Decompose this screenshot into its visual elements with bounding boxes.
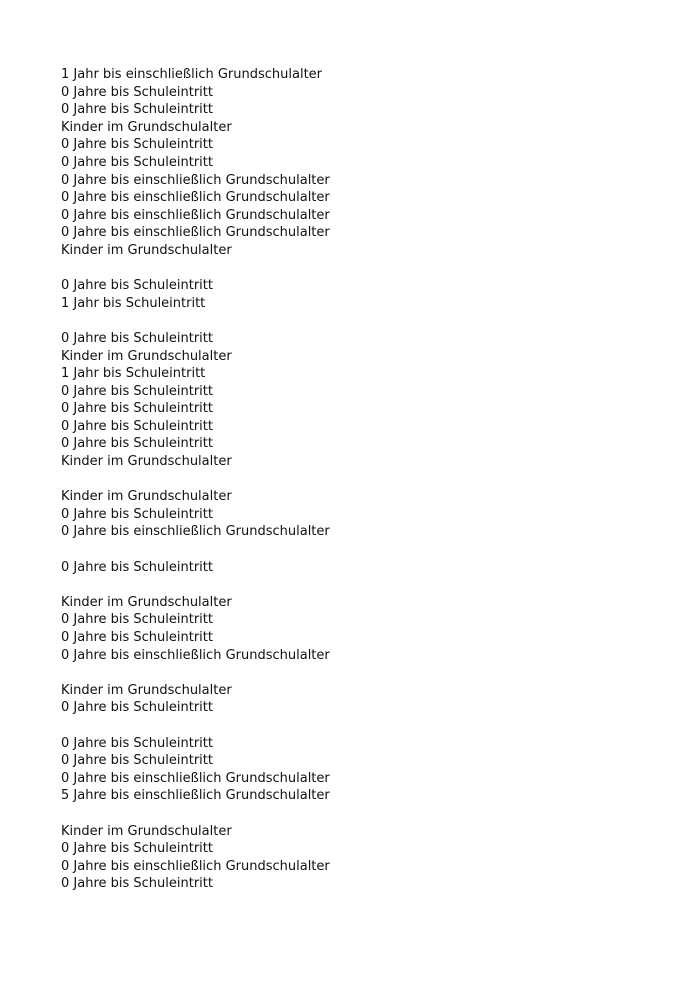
text-line: 0 Jahre bis Schuleintritt [61, 401, 213, 417]
text-block [61, 66, 661, 260]
text-line: 0 Jahre bis einschließlich Grundschulalter [61, 524, 330, 540]
text-line: Kinder im Grundschulalter [61, 454, 232, 470]
text-block [61, 682, 661, 717]
text-line: 0 Jahre bis einschließlich Grundschulalter [61, 190, 330, 206]
text-line: Kinder im Grundschulalter [61, 242, 232, 258]
text-block [61, 330, 661, 471]
text-line: 0 Jahre bis Schuleintritt [61, 102, 213, 118]
text-line: Kinder im Grundschulalter [61, 489, 232, 505]
text-line: 1 Jahr bis einschließlich Grundschulalter [61, 67, 323, 82]
text-line: 0 Jahre bis einschließlich Grundschulalter [61, 172, 330, 188]
text-line: 0 Jahre bis Schuleintritt [61, 137, 213, 153]
text-line: 0 Jahre bis einschließlich Grundschulalter [61, 225, 330, 241]
text-line: 0 Jahre bis Schuleintritt [61, 753, 213, 769]
text-line: 0 Jahre bis Schuleintritt [61, 154, 213, 170]
text-line: 0 Jahre bis Schuleintritt [61, 436, 213, 452]
text-line: Kinder im Grundschulalter [61, 348, 232, 364]
text-line: 0 Jahre bis Schuleintritt [61, 700, 213, 716]
text-line: Kinder im Grundschulalter [61, 823, 232, 839]
text-line: 0 Jahre bis Schuleintritt [61, 630, 213, 645]
text-line: 5 Jahre bis einschließlich Grundschulalter [61, 788, 330, 804]
text-block [61, 594, 661, 664]
text-line: 0 Jahre bis einschließlich Grundschulalter [61, 858, 330, 874]
text-line: Kinder im Grundschulalter [61, 119, 232, 135]
text-line: 0 Jahre bis Schuleintritt [61, 330, 213, 346]
text-line: 1 Jahr bis Schuleintritt [61, 366, 206, 382]
text-block [61, 559, 661, 577]
text-line: Kinder im Grundschulalter [61, 682, 232, 698]
text-line: Kinder im Grundschulalter [61, 594, 232, 610]
text-line: 0 Jahre bis Schuleintritt [61, 383, 213, 399]
text-line: 0 Jahre bis einschließlich Grundschulalter [61, 770, 330, 786]
text-line: 0 Jahre bis Schuleintritt [61, 84, 213, 100]
text-block [61, 823, 661, 893]
text-block [61, 488, 661, 541]
text-line: 0 Jahre bis Schuleintritt [61, 841, 213, 857]
text-line: 0 Jahre bis Schuleintritt [61, 278, 213, 294]
text-line: 0 Jahre bis Schuleintritt [61, 506, 213, 522]
document-page [61, 66, 661, 911]
text-block [61, 735, 661, 805]
text-line: 0 Jahre bis Schuleintritt [61, 559, 213, 575]
text-line: 0 Jahre bis Schuleintritt [61, 735, 213, 751]
text-line: 0 Jahre bis Schuleintritt [61, 612, 213, 628]
text-line: 0 Jahre bis einschließlich Grundschulalter [61, 207, 330, 223]
text-line: 1 Jahr bis Schuleintritt [61, 295, 206, 311]
text-line: 0 Jahre bis Schuleintritt [61, 876, 213, 892]
document-body [61, 66, 661, 893]
text-line: 0 Jahre bis Schuleintritt [61, 418, 213, 434]
text-block [61, 277, 661, 312]
text-line: 0 Jahre bis einschließlich Grundschulalter [61, 647, 330, 663]
